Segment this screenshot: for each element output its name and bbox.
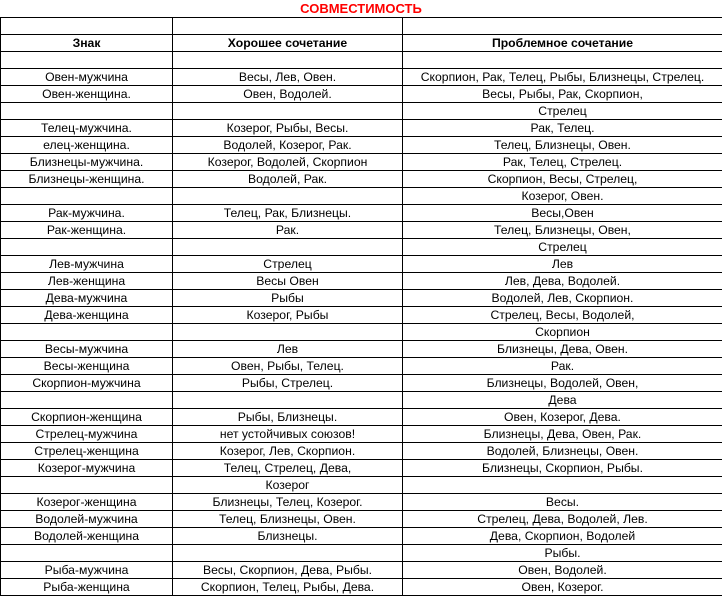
- table-cell[interactable]: [1, 103, 173, 120]
- table-cell[interactable]: Овен, Козерог.: [403, 579, 722, 596]
- table-cell[interactable]: Рак.: [403, 358, 722, 375]
- table-cell[interactable]: Весы, Рыбы, Рак, Скорпион,: [403, 86, 722, 103]
- table-cell[interactable]: Рак, Телец.: [403, 120, 722, 137]
- table-cell[interactable]: Стрелец, Дева, Водолей, Лев.: [403, 511, 722, 528]
- header-cell[interactable]: Хорошее сочетание: [173, 35, 403, 52]
- table-row: [1, 375, 722, 392]
- table-cell[interactable]: Козерог: [173, 477, 403, 494]
- table-cell[interactable]: [173, 52, 403, 69]
- table-row: [1, 256, 722, 273]
- table-cell[interactable]: Козерог-женщина: [1, 494, 173, 511]
- table-row: [1, 545, 722, 562]
- table-cell[interactable]: Скорпион-женщина: [1, 409, 173, 426]
- table-cell[interactable]: Рак.: [173, 222, 403, 239]
- table-cell[interactable]: [403, 477, 722, 494]
- table-cell[interactable]: Скорпион, Рак, Телец, Рыбы, Близнецы, Стрелец.: [403, 69, 722, 86]
- table-cell[interactable]: Козерог, Водолей, Скорпион: [173, 154, 403, 171]
- table-cell[interactable]: Весы-женщина: [1, 358, 173, 375]
- table-cell[interactable]: Водолей-мужчина: [1, 511, 173, 528]
- table-cell[interactable]: Телец-мужчина.: [1, 120, 173, 137]
- table-cell[interactable]: Водолей, Козерог, Рак.: [173, 137, 403, 154]
- table-cell[interactable]: Близнецы-мужчина.: [1, 154, 173, 171]
- table-cell[interactable]: Близнецы, Скорпион, Рыбы.: [403, 460, 722, 477]
- table-row: [1, 426, 722, 443]
- table-row: [1, 324, 722, 341]
- table-cell[interactable]: Близнецы, Дева, Овен.: [403, 341, 722, 358]
- table-cell[interactable]: Рыба-мужчина: [1, 562, 173, 579]
- table-row: [1, 307, 722, 324]
- table-row: [1, 477, 722, 494]
- table-cell[interactable]: Козерог, Овен.: [403, 188, 722, 205]
- table-cell[interactable]: Весы Овен: [173, 273, 403, 290]
- table-row: [1, 290, 722, 307]
- table-cell[interactable]: Рыба-женщина: [1, 579, 173, 596]
- table-cell[interactable]: Лев, Дева, Водолей.: [403, 273, 722, 290]
- table-body: [1, 18, 722, 596]
- table-cell[interactable]: Телец, Близнецы, Овен,: [403, 222, 722, 239]
- table-cell[interactable]: Весы, Лев, Овен.: [173, 69, 403, 86]
- table-cell[interactable]: Водолей, Лев, Скорпион.: [403, 290, 722, 307]
- table-cell[interactable]: Овен-мужчина: [1, 69, 173, 86]
- table-cell[interactable]: Близнецы.: [173, 528, 403, 545]
- table-cell[interactable]: [1, 18, 173, 35]
- table-cell[interactable]: Близнецы, Водолей, Овен,: [403, 375, 722, 392]
- table-cell[interactable]: [173, 103, 403, 120]
- table-cell[interactable]: Рак, Телец, Стрелец.: [403, 154, 722, 171]
- table-cell[interactable]: Дева: [403, 392, 722, 409]
- table-cell[interactable]: [173, 545, 403, 562]
- table-cell[interactable]: нет устойчивых союзов!: [173, 426, 403, 443]
- table-cell[interactable]: Овен, Козерог, Дева.: [403, 409, 722, 426]
- table-cell[interactable]: Дева-мужчина: [1, 290, 173, 307]
- table-cell[interactable]: Телец, Близнецы, Овен.: [403, 137, 722, 154]
- table-cell[interactable]: Водолей-женщина: [1, 528, 173, 545]
- table-cell[interactable]: [403, 52, 722, 69]
- table-cell[interactable]: Стрелец-мужчина: [1, 426, 173, 443]
- table-row: [1, 86, 722, 103]
- table-cell[interactable]: [1, 477, 173, 494]
- table-cell[interactable]: Близнецы, Телец, Козерог.: [173, 494, 403, 511]
- table-row: [1, 494, 722, 511]
- table-cell[interactable]: [173, 392, 403, 409]
- table-cell[interactable]: Дева, Скорпион, Водолей: [403, 528, 722, 545]
- table-cell[interactable]: Водолей, Близнецы, Овен.: [403, 443, 722, 460]
- table-row: [1, 579, 722, 596]
- table-cell[interactable]: Близнецы, Дева, Овен, Рак.: [403, 426, 722, 443]
- table-row: [1, 103, 722, 120]
- header-cell[interactable]: Знак: [1, 35, 173, 52]
- table-cell[interactable]: Весы.: [403, 494, 722, 511]
- table-cell[interactable]: Лев: [173, 341, 403, 358]
- table-row: [1, 511, 722, 528]
- table-cell[interactable]: Дева-женщина: [1, 307, 173, 324]
- table-cell[interactable]: Скорпион, Телец, Рыбы, Дева.: [173, 579, 403, 596]
- header-row: [1, 35, 722, 52]
- table-cell[interactable]: [1, 392, 173, 409]
- table-row: [1, 528, 722, 545]
- sheet-title: СОВМЕСТИМОСТЬ: [300, 1, 422, 16]
- table-cell[interactable]: Весы-мужчина: [1, 341, 173, 358]
- table-cell[interactable]: Лев: [403, 256, 722, 273]
- table-cell[interactable]: Близнецы-женщина.: [1, 171, 173, 188]
- table-row: [1, 443, 722, 460]
- table-row: [1, 188, 722, 205]
- table-cell[interactable]: Стрелец, Весы, Водолей,: [403, 307, 722, 324]
- table-cell[interactable]: Весы,Овен: [403, 205, 722, 222]
- table-row: [1, 392, 722, 409]
- table-cell[interactable]: [1, 545, 173, 562]
- table-cell[interactable]: [403, 18, 722, 35]
- table-cell[interactable]: елец-женщина.: [1, 137, 173, 154]
- table-row: [1, 137, 722, 154]
- table-row: [1, 154, 722, 171]
- table-cell[interactable]: Овен-женщина.: [1, 86, 173, 103]
- table-cell[interactable]: [1, 188, 173, 205]
- table-cell[interactable]: Телец, Стрелец, Дева,: [173, 460, 403, 477]
- table-cell[interactable]: Скорпион: [403, 324, 722, 341]
- table-cell[interactable]: Телец, Близнецы, Овен.: [173, 511, 403, 528]
- table-row: [1, 120, 722, 137]
- table-cell[interactable]: Лев-мужчина: [1, 256, 173, 273]
- table-cell[interactable]: Стрелец: [173, 256, 403, 273]
- table-cell[interactable]: Овен, Водолей.: [173, 86, 403, 103]
- table-cell[interactable]: [1, 324, 173, 341]
- table-row: [1, 171, 722, 188]
- table-cell[interactable]: Овен, Рыбы, Телец.: [173, 358, 403, 375]
- table-row: [1, 222, 722, 239]
- table-cell[interactable]: [173, 239, 403, 256]
- table-cell[interactable]: [173, 18, 403, 35]
- table-cell[interactable]: Козерог, Лев, Скорпион.: [173, 443, 403, 460]
- table-row: [1, 358, 722, 375]
- table-row: [1, 562, 722, 579]
- table-row: [1, 239, 722, 256]
- table-cell[interactable]: Стрелец-женщина: [1, 443, 173, 460]
- table-cell[interactable]: Весы, Скорпион, Дева, Рыбы.: [173, 562, 403, 579]
- table-cell[interactable]: Козерог, Рыбы, Весы.: [173, 120, 403, 137]
- table-cell[interactable]: Водолей, Рак.: [173, 171, 403, 188]
- table-cell[interactable]: Скорпион, Весы, Стрелец,: [403, 171, 722, 188]
- table-row: [1, 69, 722, 86]
- table-cell[interactable]: Стрелец: [403, 103, 722, 120]
- table-cell[interactable]: Рыбы, Близнецы.: [173, 409, 403, 426]
- table-row: [1, 205, 722, 222]
- table-cell[interactable]: Рыбы.: [403, 545, 722, 562]
- table-cell[interactable]: Скорпион-мужчина: [1, 375, 173, 392]
- table-cell[interactable]: Телец, Рак, Близнецы.: [173, 205, 403, 222]
- table-cell[interactable]: [173, 324, 403, 341]
- table-row: [1, 409, 722, 426]
- table-cell[interactable]: [1, 52, 173, 69]
- header-cell[interactable]: Проблемное сочетание: [403, 35, 722, 52]
- table-row: [1, 273, 722, 290]
- table-cell[interactable]: Рак-мужчина.: [1, 205, 173, 222]
- table-cell[interactable]: Рыбы: [173, 290, 403, 307]
- table-cell[interactable]: Стрелец: [403, 239, 722, 256]
- table-row: [1, 18, 722, 35]
- table-cell[interactable]: [173, 188, 403, 205]
- table-cell[interactable]: Рыбы, Стрелец.: [173, 375, 403, 392]
- table-cell[interactable]: Козерог-мужчина: [1, 460, 173, 477]
- table-row: [1, 52, 722, 69]
- table-cell[interactable]: Рак-женщина.: [1, 222, 173, 239]
- table-cell[interactable]: Овен, Водолей.: [403, 562, 722, 579]
- table-cell[interactable]: [1, 239, 173, 256]
- table-row: [1, 460, 722, 477]
- table-row: [1, 341, 722, 358]
- table-cell[interactable]: Козерог, Рыбы: [173, 307, 403, 324]
- table-cell[interactable]: Лев-женщина: [1, 273, 173, 290]
- compatibility-table: [0, 17, 722, 596]
